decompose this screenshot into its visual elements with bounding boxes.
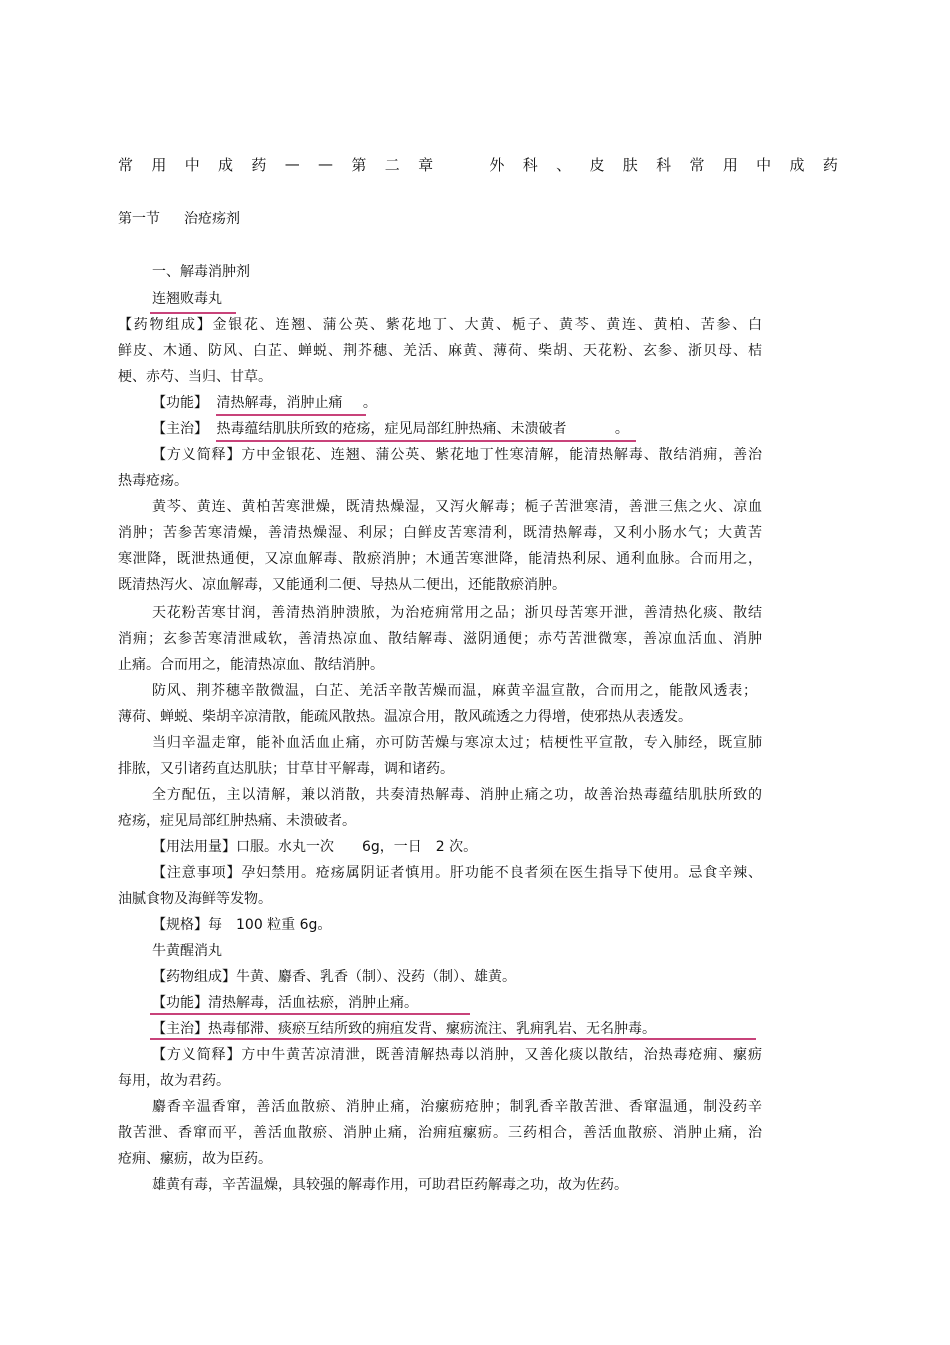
title-char: —: [284, 155, 300, 173]
underline-mark: [150, 1013, 470, 1015]
title-char: 常: [118, 155, 134, 174]
paragraph-line: 麝香辛温香窜，善活血散瘀、消肿止痛，治瘰疬疮肿；制乳香辛散苦泄、香窜温通，制没药辛: [152, 1099, 762, 1115]
title-char: 中: [184, 155, 200, 174]
title-char: 二: [384, 155, 400, 174]
explain-line: 【方义简释】方中金银花、连翘、蒲公英、紫花地丁性寒清解，能清热解毒、散结消痈，善治: [152, 447, 762, 463]
title-char: —: [318, 155, 334, 173]
title-char: 中: [756, 155, 772, 174]
composition-line: 【药物组成】金银花、连翘、蒲公英、紫花地丁、大黄、栀子、黄芩、黄连、黄柏、苦参、白: [118, 317, 762, 333]
spec-line: 【规格】每 100 粒重 6g。: [152, 917, 332, 933]
title-char: 成: [218, 155, 234, 174]
paragraph-line: 当归辛温走窜，能补血活血止痛，亦可防苦燥与寒凉太过；桔梗性平宣散，专入肺经，既宣肺: [152, 735, 762, 751]
title-char: 科: [656, 155, 672, 174]
indication-label: 【主治】: [152, 421, 208, 437]
usage-line: 【用法用量】口服。水丸一次 6g，一日 2 次。: [152, 839, 478, 855]
caution-line: 油腻食物及海鲜等发物。: [118, 891, 272, 907]
subsection-heading: 一、解毒消肿剂: [152, 264, 250, 280]
caution-line: 【注意事项】孕妇禁用。疮疡属阴证者慎用。肝功能不良者须在医生指导下使用。忌食辛辣、: [152, 865, 762, 881]
function-line: [152, 393, 377, 413]
underline-mark: [216, 440, 636, 442]
paragraph-line: 散苦泄、香窜而平，善活血散瘀、消肿止痛，治痈疽瘰疬。三药相合，善活血散瘀、消肿止痛，治: [118, 1125, 762, 1141]
section-name: 治疮疡剂: [184, 211, 240, 227]
paragraph-line: 既清热泻火、凉血解毒，又能通利二便、导热从二便出，还能散瘀消肿。: [118, 577, 566, 593]
underline-mark: [150, 312, 236, 314]
explain-line: 【方义简释】方中牛黄苦凉清泄，既善清解热毒以消肿，又善化痰以散结，治热毒疮痈、瘰疬: [152, 1047, 762, 1063]
paragraph-line: 雄黄有毒，辛苦温燥，具较强的解毒作用，可助君臣药解毒之功，故为佐药。: [152, 1177, 628, 1193]
indication-text: 热毒蕴结肌肤所致的疮疡，症见局部红肿热痛、未溃破者: [216, 421, 567, 437]
function-line: 【功能】清热解毒，活血祛瘀，消肿止痛。: [152, 995, 418, 1011]
paragraph-line: 全方配伍，主以清解，兼以消散，共奏清热解毒、消肿止痛之功，故善治热毒蕴结肌肤所致的: [152, 787, 762, 803]
title-char: 用: [722, 155, 738, 174]
title-char: 药: [822, 155, 838, 174]
indication-end: 。: [614, 421, 629, 437]
composition-line: 梗、赤芍、当归、甘草。: [118, 369, 272, 385]
underline-mark: [216, 414, 366, 416]
title-char: 第: [351, 155, 367, 174]
title-char: 药: [251, 155, 267, 174]
title-char: 成: [789, 155, 805, 174]
indication-line: [152, 419, 629, 439]
indication-line: 【主治】热毒郁滞、痰瘀互结所致的痈疽发背、瘰疬流注、乳痈乳岩、无名肿毒。: [152, 1021, 656, 1037]
title-char: 皮: [589, 155, 605, 174]
title-char: 常: [689, 155, 705, 174]
paragraph-line: 天花粉苦寒甘润，善清热消肿溃脓，为治疮痈常用之品；浙贝母苦寒开泄，善清热化痰、散结: [152, 605, 762, 621]
title-char: 用: [151, 155, 167, 174]
section-heading: [118, 208, 240, 228]
paragraph-line: 薄荷、蝉蜕、柴胡辛凉清散，能疏风散热。温凉合用，散风疏透之力得增，使邪热从表透发。: [118, 709, 692, 725]
title-char: 肤: [622, 155, 638, 174]
function-label: 【功能】: [152, 395, 208, 411]
composition-line: 鲜皮、木通、防风、白芷、蝉蜕、荆芥穗、羌活、麻黄、薄荷、柴胡、天花粉、玄参、浙贝母、桔: [118, 343, 762, 359]
explain-line: 每用，故为君药。: [118, 1073, 230, 1089]
paragraph-line: 消肿；苦参苦寒清燥，善清热燥湿、利尿；白鲜皮苦寒清利，既清热解毒，又利小肠水气；大黄苦: [118, 525, 762, 541]
section-number: 第一节: [118, 211, 160, 227]
title-char: 科: [522, 155, 538, 174]
title-char: 章: [418, 155, 434, 174]
underline-mark: [150, 1038, 756, 1040]
chapter-title: [118, 152, 838, 176]
function-end: 。: [362, 395, 377, 411]
paragraph-line: 排脓，又引诸药直达肌肤；甘草甘平解毒，调和诸药。: [118, 761, 454, 777]
composition-line: 【药物组成】牛黄、麝香、乳香（制）、没药（制）、雄黄。: [152, 969, 516, 985]
drug-name: 连翘败毒丸: [152, 291, 222, 307]
function-text: 清热解毒，消肿止痛: [216, 395, 343, 411]
paragraph-line: 疮疡，症见局部红肿热痛、未溃破者。: [118, 813, 356, 829]
paragraph-line: 止痛。合而用之，能清热凉血、散结消肿。: [118, 657, 384, 673]
paragraph-line: 消痈；玄参苦寒清泄咸软，善清热凉血、散结解毒、滋阴通便；赤芍苦泄微寒，善凉血活血、消肿: [118, 631, 762, 647]
title-char: 外: [489, 155, 505, 174]
title-char: 、: [556, 155, 572, 174]
paragraph-line: 黄芩、黄连、黄柏苦寒泄燥，既清热燥湿，又泻火解毒；栀子苦泄寒清，善泄三焦之火、凉血: [152, 499, 762, 515]
paragraph-line: 防风、荆芥穗辛散微温，白芷、羌活辛散苦燥而温，麻黄辛温宣散，合而用之，能散风透表；: [152, 683, 757, 699]
explain-line: 热毒疮疡。: [118, 473, 188, 489]
paragraph-line: 疮痈、瘰疬，故为臣药。: [118, 1151, 272, 1167]
paragraph-line: 寒泄降，既泄热通便，又凉血解毒、散瘀消肿；木通苦寒泄降，能清热利尿、通利血脉。合而用之，: [118, 551, 762, 567]
drug-name: 牛黄醒消丸: [152, 943, 222, 959]
